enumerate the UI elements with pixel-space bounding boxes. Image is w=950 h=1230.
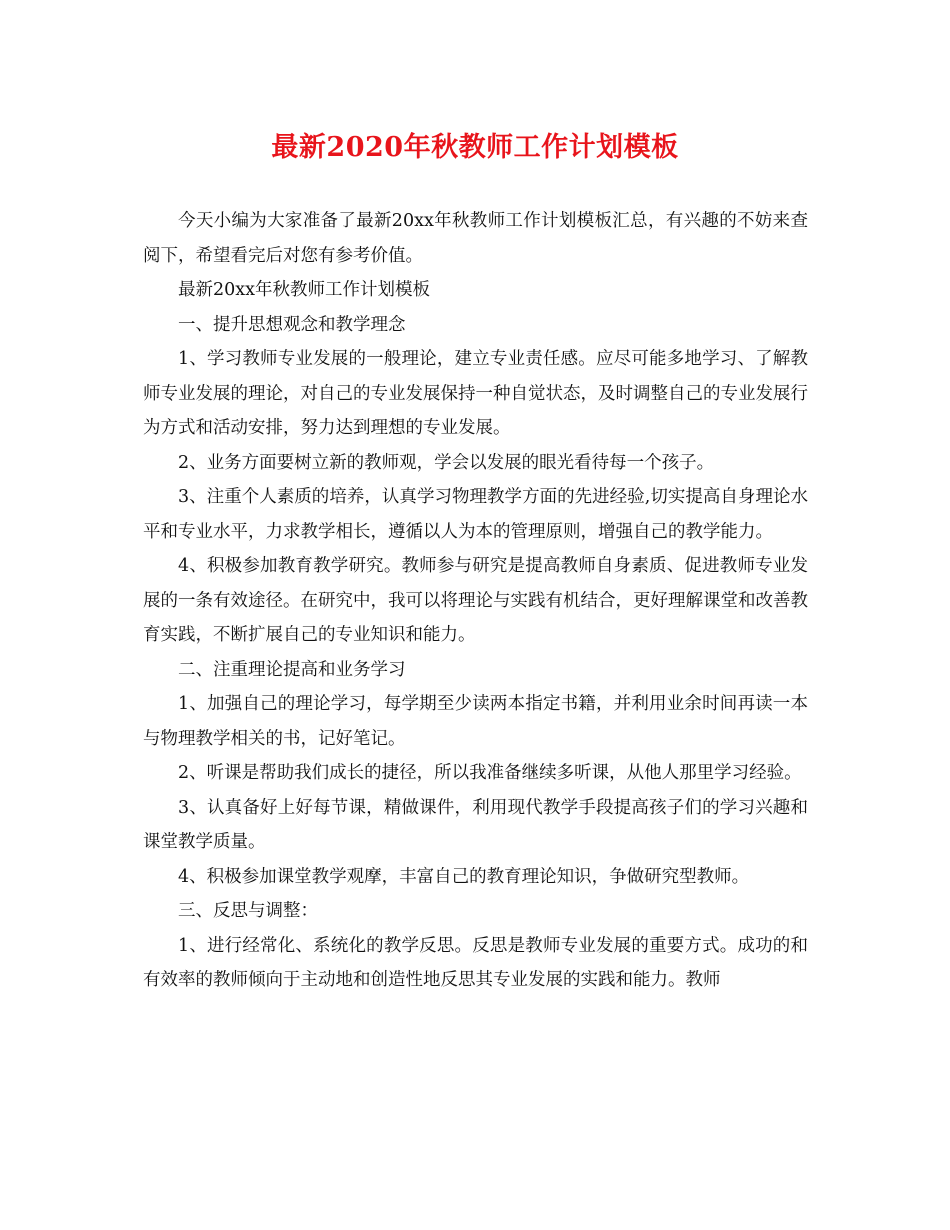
document-body	[143, 204, 808, 998]
paragraph: 4、积极参加教育教学研究。教师参与研究是提高教师自身素质、促进教师专业发展的一条有效途径。在研究中，我可以将理论与实践有机结合，更好理解课堂和改善教育实践，不断扩展自己的专业知识和能力。	[143, 556, 808, 645]
paragraph: 1、进行经常化、系统化的教学反思。反思是教师专业发展的重要方式。成功的和有效率的教师倾向于主动地和创造性地反思其专业发展的实践和能力。教师	[143, 935, 808, 990]
paragraph: 1、加强自己的理论学习，每学期至少读两本指定书籍，并利用业余时间再读一本与物理教学相关的书，记好笔记。	[143, 694, 808, 749]
subtitle-paragraph: 最新20xx年秋教师工作计划模板	[178, 280, 431, 300]
section-heading-2: 二、注重理论提高和业务学习	[178, 659, 406, 680]
paragraph: 3、注重个人素质的培养，认真学习物理教学方面的先进经验,切实提高自身理论水平和专业水平，力求教学相长，遵循以人为本的管理原则，增强自己的教学能力。	[143, 487, 808, 542]
paragraph: 4、积极参加课堂教学观摩，丰富自己的教育理论知识，争做研究型教师。	[178, 866, 750, 887]
paragraph: 1、学习教师专业发展的一般理论，建立专业责任感。应尽可能多地学习、了解教师专业发展的理论，对自己的专业发展保持一种自觉状态，及时调整自己的专业发展行为方式和活动安排，努力达到理想的专业发展。	[143, 349, 808, 438]
paragraph: 3、认真备好上好每节课，精做课件，利用现代教学手段提高孩子们的学习兴趣和课堂教学质量。	[143, 797, 808, 852]
intro-paragraph: 今天小编为大家准备了最新20xx年秋教师工作计划模板汇总，有兴趣的不妨来查阅下，希望看完后对您有参考价值。	[143, 211, 808, 266]
document-title: 最新2020年秋教师工作计划模板	[271, 132, 679, 163]
section-heading-1: 一、提升思想观念和教学理念	[178, 314, 406, 335]
paragraph: 2、业务方面要树立新的教师观，学会以发展的眼光看待每一个孩子。	[178, 452, 715, 473]
section-heading-3: 三、反思与调整：	[178, 901, 318, 921]
paragraph: 2、听课是帮助我们成长的捷径，所以我准备继续多听课，从他人那里学习经验。	[178, 763, 802, 783]
